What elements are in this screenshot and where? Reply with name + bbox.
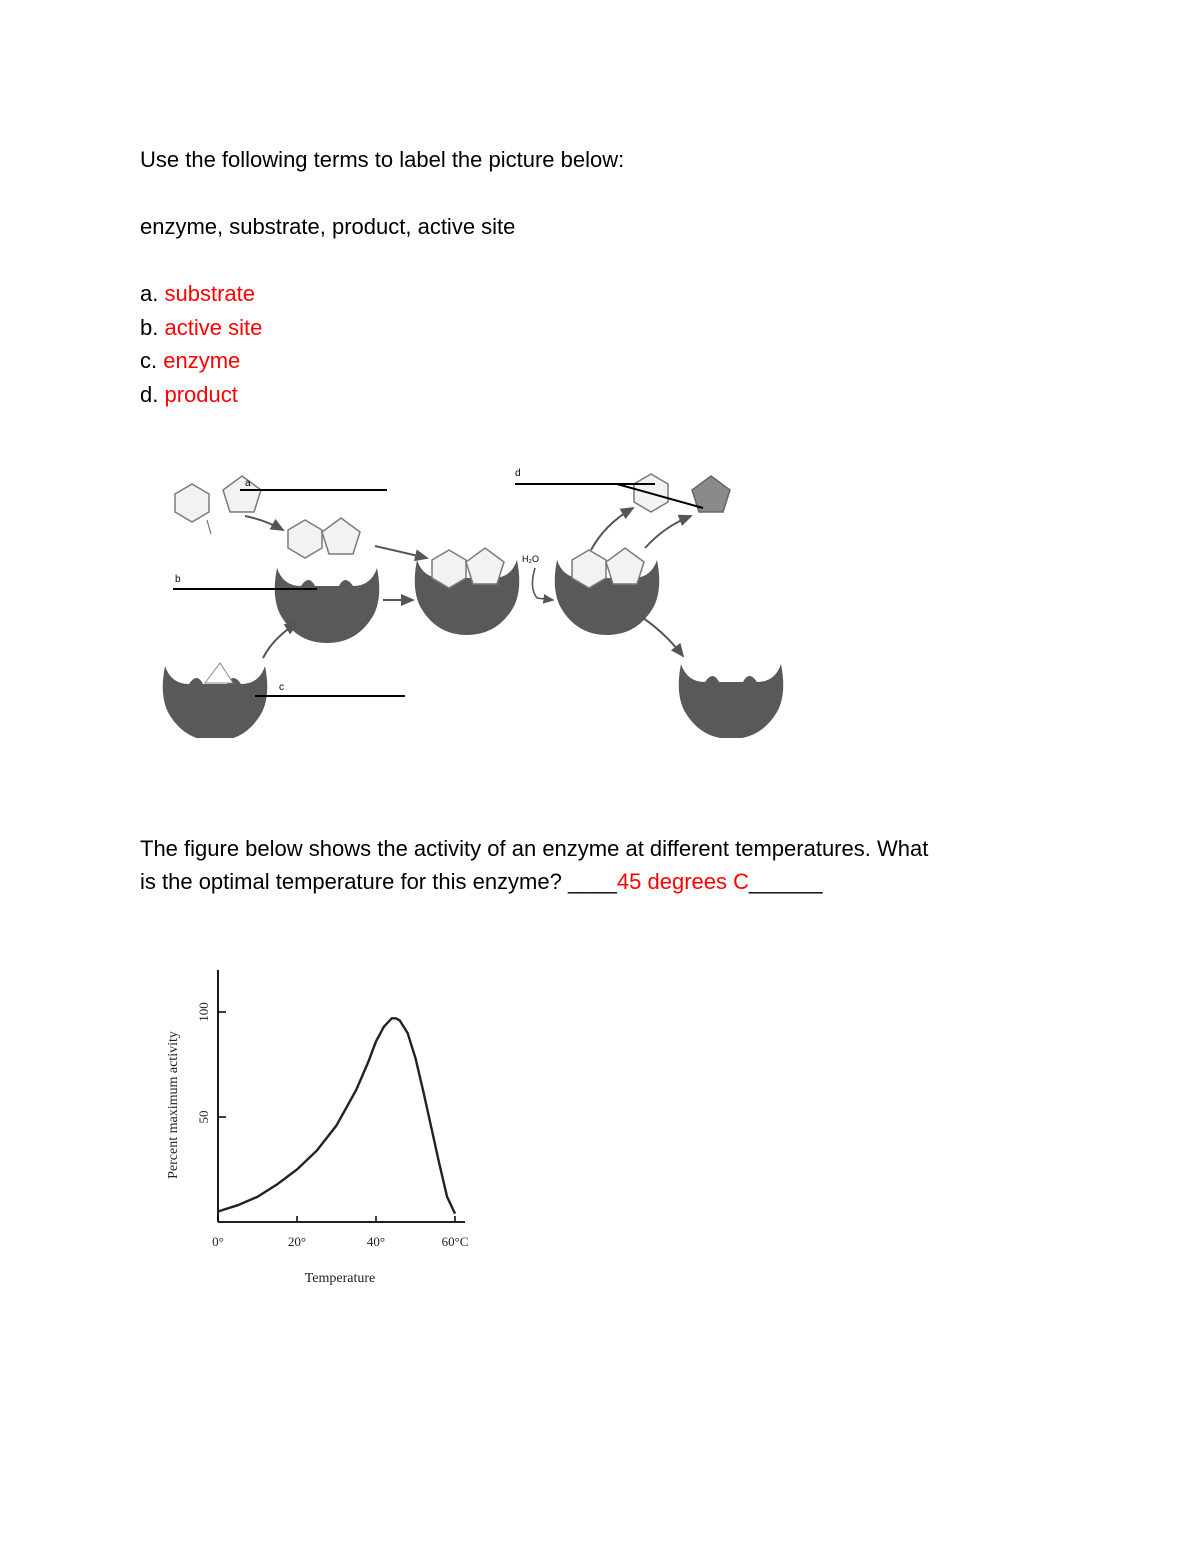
x-tick-label: 0° bbox=[212, 1234, 224, 1249]
enzyme-product-complex bbox=[555, 548, 660, 635]
answer-item-b bbox=[140, 311, 262, 345]
enzyme-diagram bbox=[155, 458, 795, 738]
activity-curve bbox=[218, 1018, 455, 1213]
y-axis-label: Percent maximum activity bbox=[166, 1031, 181, 1179]
question-line-2 bbox=[140, 865, 822, 899]
terms-list: enzyme, substrate, product, active site bbox=[140, 214, 516, 239]
arrow bbox=[643, 618, 683, 656]
diagram-label-a: a bbox=[245, 478, 251, 489]
x-axis-label: Temperature bbox=[304, 1271, 376, 1286]
y-tick-label: 50 bbox=[196, 1110, 211, 1124]
answer-letter: a. bbox=[140, 281, 159, 306]
x-tick-label: 60°C bbox=[441, 1234, 469, 1249]
diagram-label-b: b bbox=[175, 574, 181, 585]
arrow bbox=[375, 546, 427, 558]
arrow bbox=[245, 516, 283, 530]
answer-letter: c. bbox=[140, 348, 158, 373]
question-answer: 45 degrees C bbox=[616, 869, 750, 894]
answer-text: substrate bbox=[164, 281, 255, 306]
answer-item-c bbox=[140, 344, 240, 378]
enzyme-shape bbox=[275, 568, 380, 643]
x-tick-label: 20° bbox=[287, 1234, 307, 1249]
water-label: H₂O bbox=[522, 554, 539, 564]
answer-item-a bbox=[140, 277, 255, 311]
temperature-activity-chart bbox=[155, 960, 515, 1300]
x-tick-label: 40° bbox=[366, 1234, 386, 1249]
substrate-free bbox=[288, 518, 360, 558]
answer-item-d bbox=[140, 378, 238, 412]
answer-letter: d. bbox=[140, 382, 159, 407]
arrow bbox=[645, 516, 691, 548]
enzyme-substrate-complex bbox=[415, 548, 520, 635]
answer-text: enzyme bbox=[163, 348, 241, 373]
arrow bbox=[591, 508, 633, 550]
arrow bbox=[532, 568, 553, 600]
y-tick-label: 100 bbox=[196, 1002, 211, 1022]
question-text: is the optimal temperature for this enzyme? ____ bbox=[140, 869, 617, 894]
chart-axes bbox=[218, 970, 465, 1222]
instructions-line: Use the following terms to label the picture below: bbox=[140, 147, 625, 172]
chart-ticks bbox=[196, 1002, 468, 1249]
answer-text: product bbox=[164, 382, 238, 407]
answer-blank: ______ bbox=[749, 869, 823, 894]
diagram-label-d: d bbox=[515, 468, 521, 479]
answer-letter: b. bbox=[140, 315, 159, 340]
question-line-1: The figure below shows the activity of an enzyme at different temperatures. What bbox=[140, 836, 929, 861]
diagram-label-c: c bbox=[279, 682, 284, 693]
answer-text: active site bbox=[164, 315, 263, 340]
enzyme-shape bbox=[679, 664, 784, 738]
